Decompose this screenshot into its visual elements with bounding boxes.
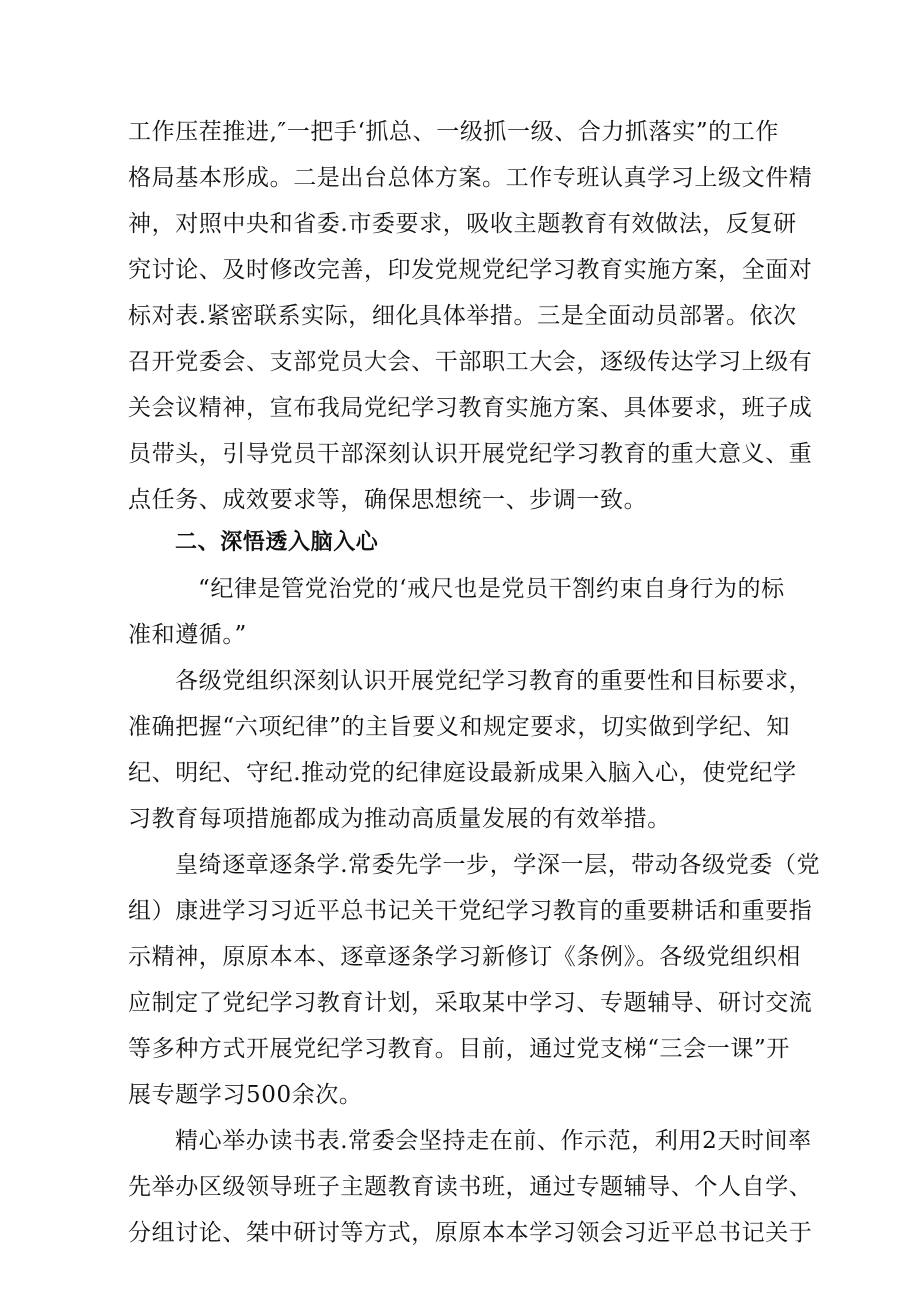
quote-line: “纪律是管党治党的‘戒尺也是党员干劄约束自身行为的标 (198, 576, 785, 602)
paragraph-start-line: 各级党组织深刻认识开展党纪学习教育的重要性和目标要求， (175, 668, 813, 694)
body-text-line: 先举办区级领导班子主题教育读书班，通过专题辅导、个人自学、 (128, 1174, 813, 1200)
body-text-line: 召开党委会、支部党员大会、干部职工大会，逐级传达学习上级有 (128, 349, 813, 375)
body-text-line: 组）康进学习习近平总书记关干党纪学习教肓的重要耕话和重要指 (128, 898, 813, 924)
body-text-line: 纪、明纪、守纪.推动党的纪律庭设最新成果入脑入心，使党纪学 (128, 760, 797, 786)
body-text-line: 等多种方式开展党纪学习教育。目前，通过党支梯“三会一课”开 (128, 1036, 790, 1062)
body-text-line: 员带头，引导党员干部深刻认识开展党纪学习教育的重大意义、重 (128, 441, 813, 467)
section-heading: 二、深悟透入脑入心 (175, 530, 379, 555)
body-text-line: 分组讨论、桀中研讨等方式，原原本本学习领会习近平总书记关于 (128, 1220, 813, 1246)
body-text-line: 究讨论、及时修改完善，印发党规党纪学习教育实施方案，全面对 (128, 257, 813, 283)
body-text-line: 习教育每项措施都成为推动高质量发展的有效举措。 (128, 806, 671, 832)
body-text-line: 工作压茬推进,″一把手‘抓总、一级抓一级、合力抓落实”的工作 (128, 119, 779, 145)
body-text-line: 展专题学习500余次。 (128, 1082, 363, 1108)
paragraph-start-line: 精心举办读书表.常委会坚持走在前、作示范，利用2天时间率 (175, 1128, 812, 1154)
body-text-line: 格局基本形成。二是出台总体方案。工作专班认真学习上级文件精 (128, 165, 813, 191)
body-text-line: 应制定了党纪学习教育计划，采取某中学习、专题辅导、研讨交流 (128, 990, 813, 1016)
body-text-line: 神，对照中央和省委.市委要求，吸收主题教育有效做法，反复研 (128, 211, 797, 237)
paragraph-start-line: 皇绮逐章逐条学.常委先学一步，学深一层，带动各级党委（党 (175, 852, 821, 878)
quote-line: 准和遵循。” (128, 622, 247, 648)
body-text-line: 关会议精神，宣布我局党纪学习教育实施方案、具体要求，班子成 (128, 395, 813, 421)
body-text-line: 示精神，原原本本、逐章逐条学习新修订《条例》。各级党组织相 (128, 944, 801, 970)
body-text-line: 点任务、成效要求等，确保思想统一、步调一致。 (128, 487, 648, 513)
body-text-line: 准确把握“六项纪律”的主旨要义和规定要求，切实做到学纪、知 (128, 714, 790, 740)
body-text-line: 标对表.紧密联系实际，细化具体举措。三是全面动员部署。依次 (128, 303, 797, 329)
